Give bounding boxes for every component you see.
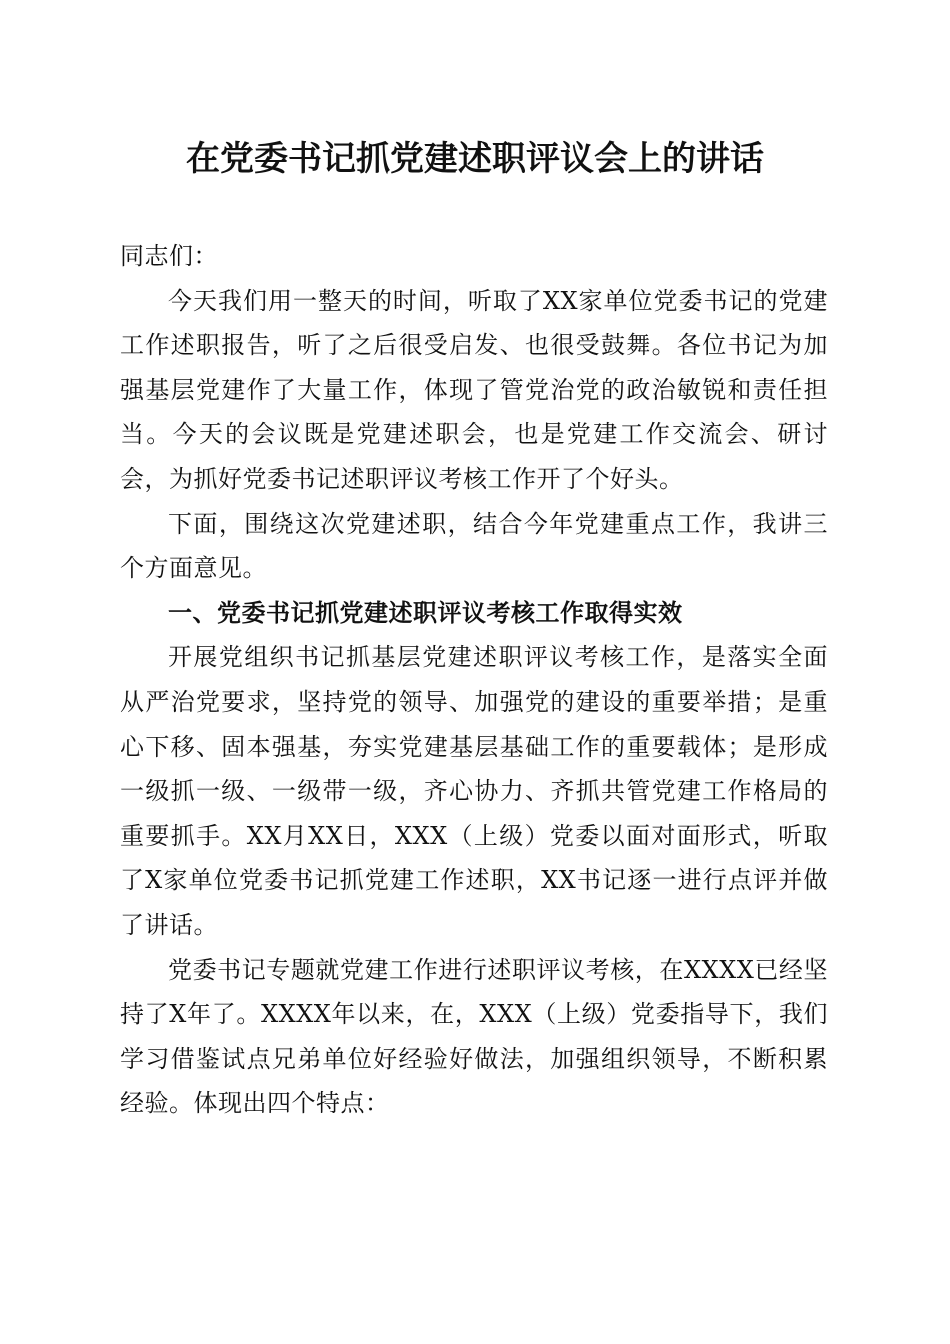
document-title: 在党委书记抓党建述职评议会上的讲话 (186, 139, 764, 179)
section-heading: 一、党委书记抓党建述职评议考核工作取得实效 (168, 598, 683, 627)
paragraph-section-2: 党委书记专题就党建工作进行述职评议考核，在XXXX已经坚持了X年了。XXXX年以来，在，XXX（上级）党委指导下，我们学习借鉴试点兄弟单位好经验好做法，加强组织领导，不断积累经验。体现出四个特点： (120, 955, 828, 1118)
paragraph-outline: 下面，围绕这次党建述职，结合今年党建重点工作，我讲三个方面意见。 (120, 509, 828, 583)
document-body (120, 234, 828, 1126)
paragraph-section-1: 开展党组织书记抓基层党建述职评议考核工作，是落实全面从严治党要求，坚持党的领导、加强党的建设的重要举措；是重心下移、固本强基，夯实党建基层基础工作的重要载体；是形成一级抓一级、一级带一级，齐心协力、齐抓共管党建工作格局的重要抓手。XX月XX日，XXX（上级）党委以面对面形式，听取了X家单位党委书记抓党建工作述职，XX书记逐一进行点评并做了讲话。 (120, 643, 828, 939)
salutation: 同志们： (120, 242, 218, 270)
paragraph-intro: 今天我们用一整天的时间，听取了XX家单位党委书记的党建工作述职报告，听了之后很受启发、也很受鼓舞。各位书记为加强基层党建作了大量工作，体现了管党治党的政治敏锐和责任担当。今天的会议既是党建述职会，也是党建工作交流会、研讨会，为抓好党委书记述职评议考核工作开了个好头。 (120, 286, 828, 493)
